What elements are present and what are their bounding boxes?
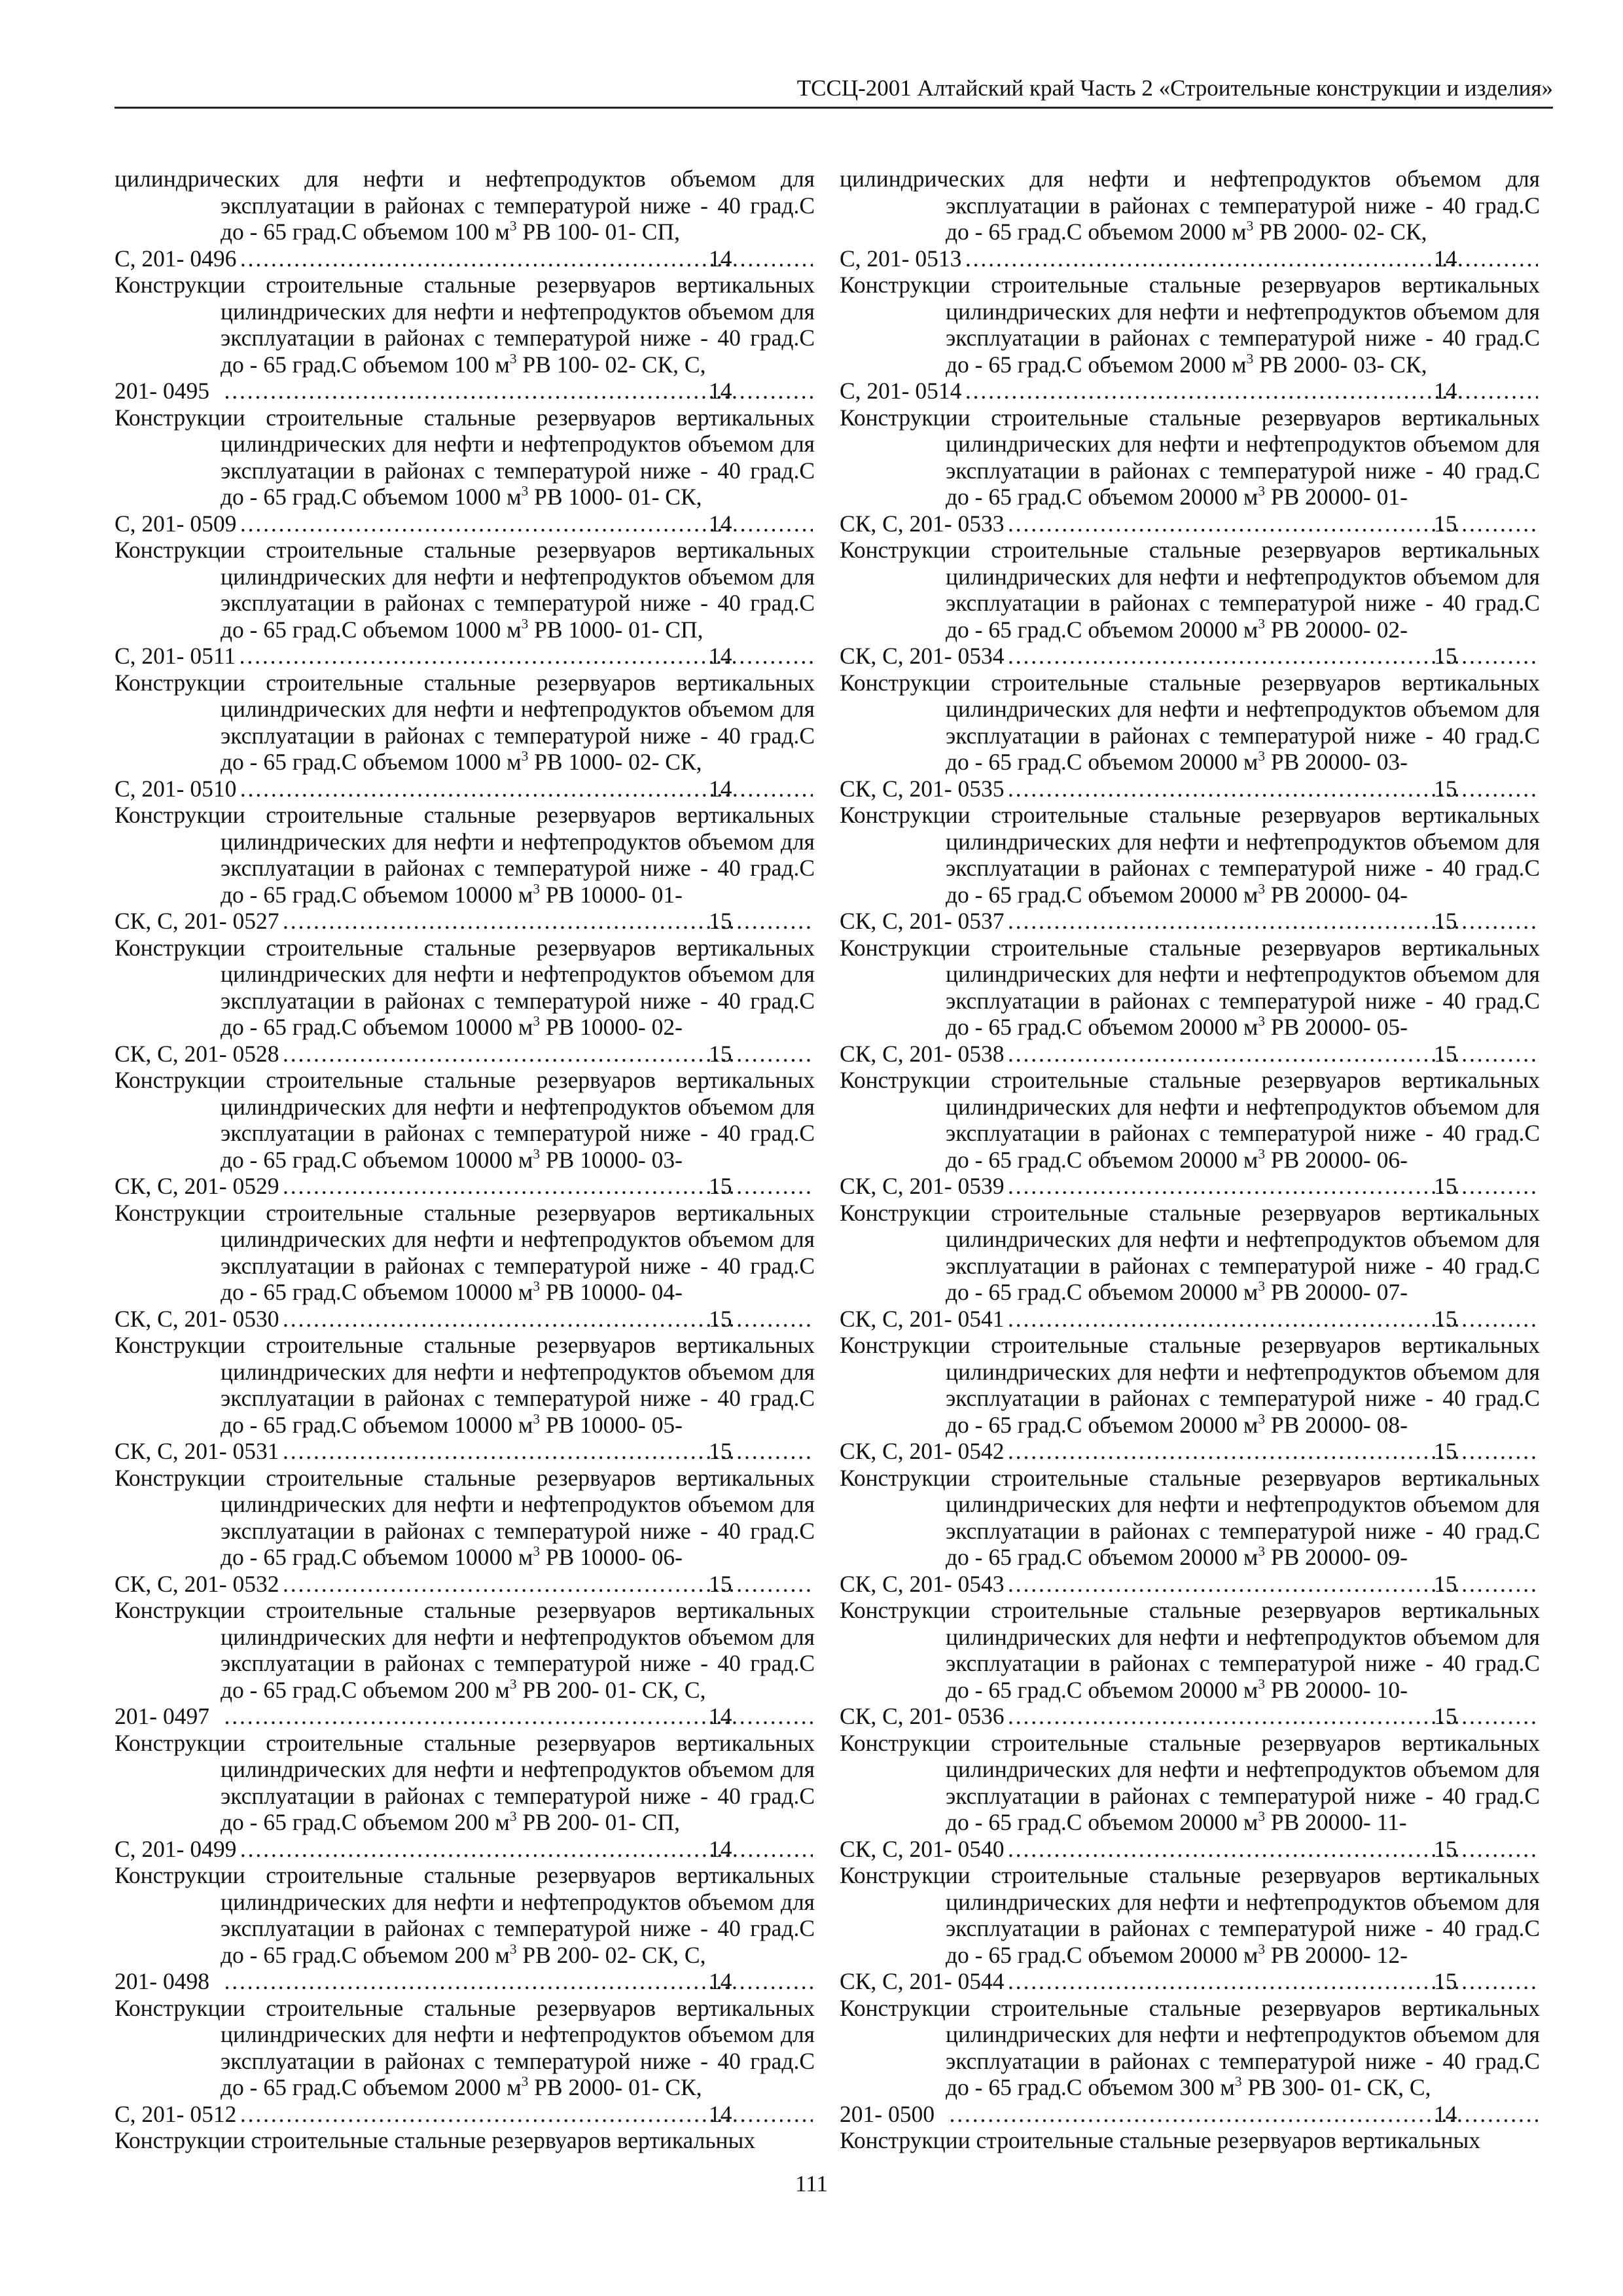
entry-code: РВ 20000- 10- bbox=[1264, 1676, 1408, 1703]
entry-last-line: 201- 0498 . . . 14 bbox=[221, 1968, 815, 1995]
cubic-superscript: 3 bbox=[533, 1410, 540, 1427]
header-title: ТССЦ-2001 Алтайский край Часть 2 «Строительные конструкции и изделия» bbox=[796, 75, 1553, 101]
cubic-superscript: 3 bbox=[509, 218, 517, 234]
entry-last-line: СК, С, 201- 0529 . . . 15 bbox=[221, 1173, 815, 1200]
cubic-superscript: 3 bbox=[521, 483, 529, 499]
cubic-superscript: 3 bbox=[1258, 748, 1265, 764]
entry-text: Конструкции строительные стальные резервуаров вертикальных bbox=[840, 2127, 1481, 2153]
entry-code: РВ 100- 02- СК, С, bbox=[516, 351, 706, 378]
entry-resource-code: СК, С, 201- 0539 bbox=[840, 1173, 1005, 1199]
cubic-superscript: 3 bbox=[533, 1278, 540, 1295]
entry-resource-code: СК, С, 201- 0529 bbox=[115, 1173, 279, 1199]
dot-leader bbox=[281, 1173, 813, 1200]
entry-resource-code: СК, С, 201- 0527 bbox=[115, 908, 279, 934]
entry-code: РВ 100- 01- СП, bbox=[516, 219, 680, 245]
entry-last-line: 201- 0497 . . . 14 bbox=[221, 1703, 815, 1730]
entry-last-line: СК, С, 201- 0534 . . . 15 bbox=[946, 643, 1540, 670]
index-column-right bbox=[840, 166, 1540, 2154]
cubic-superscript: 3 bbox=[533, 1013, 540, 1030]
entry-resource-code: СК, С, 201- 0543 bbox=[840, 1570, 1005, 1597]
entry-code: РВ 20000- 04- bbox=[1264, 881, 1408, 908]
dot-leader bbox=[281, 908, 813, 935]
entry-resource-code: СК, С, 201- 0544 bbox=[840, 1968, 1005, 1994]
entry-code: РВ 20000- 12- bbox=[1264, 1941, 1408, 1968]
entry-last-line: СК, С, 201- 0538 . . . 15 bbox=[946, 1041, 1540, 1067]
index-entry bbox=[115, 670, 815, 802]
index-entry bbox=[115, 1730, 815, 1863]
index-entry bbox=[840, 670, 1540, 802]
cubic-superscript: 3 bbox=[1246, 218, 1254, 234]
entry-last-line: 201- 0500 . . . 14 bbox=[946, 2101, 1540, 2128]
entry-last-line: СК, С, 201- 0527 . . . 15 bbox=[221, 908, 815, 935]
entry-text: Конструкции строительные стальные резервуаров вертикальных цилиндрических для нефти и нефтепродуктов объемом для эксплуатации в районах с температурой ниже - 40 град.С до - 65 град.С объемом 20000 м bbox=[840, 934, 1540, 1040]
cubic-superscript: 3 bbox=[1246, 350, 1254, 367]
entry-last-line: СК, С, 201- 0540 . . . 15 bbox=[946, 1836, 1540, 1863]
entry-text: Конструкции строительные стальные резервуаров вертикальных цилиндрических для нефти и нефтепродуктов объемом для эксплуатации в районах с температурой ниже - 40 град.С до - 65 град.С объемом 300 м bbox=[840, 1994, 1540, 2100]
dot-leader bbox=[1006, 1306, 1538, 1333]
index-entry bbox=[115, 537, 815, 670]
entry-text: Конструкции строительные стальные резервуаров вертикальных цилиндрических для нефти и нефтепродуктов объемом для эксплуатации в районах с температурой ниже - 40 град.С до - 65 град.С объемом 10000 м bbox=[115, 802, 815, 908]
entry-text: Конструкции строительные стальные резервуаров вертикальных цилиндрических для нефти и нефтепродуктов объемом для эксплуатации в районах с температурой ниже - 40 град.С до - 65 град.С объемом 20000 м bbox=[840, 1067, 1540, 1173]
index-entry bbox=[115, 1862, 815, 1995]
dot-leader bbox=[281, 1571, 813, 1598]
entry-last-line: СК, С, 201- 0533 . . . 15 bbox=[946, 511, 1540, 537]
entry-text: Конструкции строительные стальные резервуаров вертикальных цилиндрических для нефти и нефтепродуктов объемом для эксплуатации в районах с температурой ниже - 40 град.С до - 65 град.С объемом 20000 м bbox=[840, 1862, 1540, 1968]
cubic-superscript: 3 bbox=[1258, 1676, 1265, 1692]
cubic-superscript: 3 bbox=[1258, 880, 1265, 897]
cubic-superscript: 3 bbox=[1258, 1013, 1265, 1030]
entry-text: Конструкции строительные стальные резервуаров вертикальных цилиндрических для нефти и нефтепродуктов объемом для эксплуатации в районах с температурой ниже - 40 град.С до - 65 град.С объемом 20000 м bbox=[840, 802, 1540, 908]
entry-last-line: С, 201- 0511 . . . 14 bbox=[221, 643, 815, 670]
entry-text: Конструкции строительные стальные резервуаров вертикальных цилиндрических для нефти и нефтепродуктов объемом для эксплуатации в районах с температурой ниже - 40 град.С до - 65 град.С объемом 10000 м bbox=[115, 1067, 815, 1173]
entry-code: РВ 10000- 01- bbox=[539, 881, 683, 908]
cubic-superscript: 3 bbox=[1258, 1941, 1265, 1957]
entry-text: Конструкции строительные стальные резервуаров вертикальных цилиндрических для нефти и нефтепродуктов объемом для эксплуатации в районах с температурой ниже - 40 град.С до - 65 град.С объемом 10000 м bbox=[115, 934, 815, 1040]
cubic-superscript: 3 bbox=[509, 350, 517, 367]
entry-code: РВ 20000- 06- bbox=[1264, 1146, 1408, 1173]
entry-code: РВ 10000- 05- bbox=[539, 1411, 683, 1438]
entry-resource-code: СК, С, 201- 0532 bbox=[115, 1570, 279, 1597]
index-entry bbox=[115, 2127, 815, 2154]
entry-code: РВ 10000- 02- bbox=[539, 1014, 683, 1040]
index-entry bbox=[115, 272, 815, 404]
entry-resource-code: С, 201- 0510 bbox=[115, 775, 237, 802]
entry-text: Конструкции строительные стальные резервуаров вертикальных цилиндрических для нефти и нефтепродуктов объемом для эксплуатации в районах с температурой ниже - 40 град.С до - 65 град.С объемом 200 м bbox=[115, 1729, 815, 1835]
cubic-superscript: 3 bbox=[1258, 483, 1265, 499]
dot-leader bbox=[1006, 908, 1538, 935]
entry-resource-code: СК, С, 201- 0534 bbox=[840, 643, 1005, 669]
entry-last-line: С, 201- 0512 . . . 14 bbox=[221, 2101, 815, 2128]
entry-text: Конструкции строительные стальные резервуаров вертикальных цилиндрических для нефти и нефтепродуктов объемом для эксплуатации в районах с температурой ниже - 40 град.С до - 65 град.С объемом 200 м bbox=[115, 1597, 815, 1703]
entry-code: РВ 200- 02- СК, С, bbox=[516, 1941, 706, 1968]
index-entry bbox=[840, 1067, 1540, 1200]
entry-code: РВ 20000- 02- bbox=[1264, 616, 1408, 643]
entry-resource-code: СК, С, 201- 0528 bbox=[115, 1040, 279, 1067]
cubic-superscript: 3 bbox=[521, 748, 529, 764]
entry-text: Конструкции строительные стальные резервуаров вертикальных цилиндрических для нефти и нефтепродуктов объемом для эксплуатации в районах с температурой ниже - 40 град.С до - 65 град.С объемом 1000 м bbox=[115, 404, 815, 510]
entry-last-line: СК, С, 201- 0544 . . . 15 bbox=[946, 1968, 1540, 1995]
index-entry bbox=[115, 1200, 815, 1333]
cubic-superscript: 3 bbox=[1258, 1145, 1265, 1162]
entry-code: РВ 20000- 11- bbox=[1264, 1809, 1407, 1835]
index-entry bbox=[840, 2127, 1540, 2154]
entry-last-line: С, 201- 0513 . . . 14 bbox=[946, 245, 1540, 272]
index-entry bbox=[840, 1995, 1540, 2128]
index-entry bbox=[115, 935, 815, 1067]
cubic-superscript: 3 bbox=[1258, 1278, 1265, 1295]
entry-resource-code: С, 201- 0514 bbox=[840, 378, 962, 404]
entry-text: Конструкции строительные стальные резервуаров вертикальных цилиндрических для нефти и нефтепродуктов объемом для эксплуатации в районах с температурой ниже - 40 град.С до - 65 град.С объемом 20000 м bbox=[840, 1464, 1540, 1570]
cubic-superscript: 3 bbox=[533, 1145, 540, 1162]
index-entry bbox=[115, 166, 815, 272]
page-header bbox=[115, 74, 1553, 109]
entry-text: цилиндрических для нефти и нефтепродуктов объемом для эксплуатации в районах с температурой ниже - 40 град.С до - 65 град.С объемом 100 м bbox=[115, 166, 815, 245]
entry-text: Конструкции строительные стальные резервуаров вертикальных цилиндрических для нефти и нефтепродуктов объемом для эксплуатации в районах с температурой ниже - 40 град.С до - 65 град.С объемом 10000 м bbox=[115, 1199, 815, 1305]
cubic-superscript: 3 bbox=[509, 1676, 517, 1692]
entry-last-line: С, 201- 0499 . . . 14 bbox=[221, 1836, 815, 1863]
entry-last-line: СК, С, 201- 0530 . . . 15 bbox=[221, 1306, 815, 1333]
index-entry bbox=[840, 404, 1540, 537]
cubic-superscript: 3 bbox=[1258, 1543, 1265, 1560]
entry-resource-code: СК, С, 201- 0540 bbox=[840, 1835, 1005, 1862]
entry-code: РВ 2000- 01- СК, bbox=[528, 2074, 702, 2100]
entry-last-line: СК, С, 201- 0531 . . . 15 bbox=[221, 1438, 815, 1465]
entry-code: РВ 20000- 08- bbox=[1264, 1411, 1408, 1438]
entry-text: Конструкции строительные стальные резервуаров вертикальных цилиндрических для нефти и нефтепродуктов объемом для эксплуатации в районах с температурой ниже - 40 град.С до - 65 град.С объемом 20000 м bbox=[840, 537, 1540, 643]
index-entry bbox=[115, 1995, 815, 2128]
dot-leader bbox=[1006, 1041, 1538, 1067]
entry-text: цилиндрических для нефти и нефтепродуктов объемом для эксплуатации в районах с температурой ниже - 40 град.С до - 65 град.С объемом 2000 м bbox=[840, 166, 1540, 245]
entry-code: РВ 1000- 01- СК, bbox=[528, 484, 702, 510]
entry-last-line: 201- 0495 . . . 14 bbox=[221, 378, 815, 404]
dot-leader bbox=[1006, 1571, 1538, 1598]
entry-resource-code: С, 201- 0496 bbox=[115, 245, 237, 272]
cubic-superscript: 3 bbox=[533, 880, 540, 897]
cubic-superscript: 3 bbox=[1258, 1410, 1265, 1427]
entry-text: Конструкции строительные стальные резервуаров вертикальных цилиндрических для нефти и нефтепродуктов объемом для эксплуатации в районах с температурой ниже - 40 град.С до - 65 град.С объемом 20000 м bbox=[840, 404, 1540, 510]
index-entry bbox=[115, 1332, 815, 1465]
index-entry bbox=[840, 166, 1540, 272]
entry-resource-code: СК, С, 201- 0542 bbox=[840, 1438, 1005, 1464]
entry-text: Конструкции строительные стальные резервуаров вертикальных цилиндрических для нефти и нефтепродуктов объемом для эксплуатации в районах с температурой ниже - 40 град.С до - 65 град.С объемом 1000 м bbox=[115, 537, 815, 643]
index-entry bbox=[840, 1465, 1540, 1598]
cubic-superscript: 3 bbox=[533, 1543, 540, 1560]
entry-resource-code: СК, С, 201- 0537 bbox=[840, 908, 1005, 934]
cubic-superscript: 3 bbox=[1234, 2073, 1242, 2090]
entry-last-line: СК, С, 201- 0535 . . . 15 bbox=[946, 776, 1540, 802]
dot-leader bbox=[281, 1438, 813, 1465]
entry-last-line: С, 201- 0514 . . . 14 bbox=[946, 378, 1540, 404]
cubic-superscript: 3 bbox=[509, 1808, 517, 1825]
entry-text: Конструкции строительные стальные резервуаров вертикальных цилиндрических для нефти и нефтепродуктов объемом для эксплуатации в районах с температурой ниже - 40 град.С до - 65 град.С объемом 2000 м bbox=[840, 272, 1540, 378]
entry-last-line: СК, С, 201- 0532 . . . 15 bbox=[221, 1571, 815, 1598]
entry-resource-code: СК, С, 201- 0530 bbox=[115, 1305, 279, 1332]
entry-text: Конструкции строительные стальные резервуаров вертикальных цилиндрических для нефти и нефтепродуктов объемом для эксплуатации в районах с температурой ниже - 40 град.С до - 65 град.С объемом 10000 м bbox=[115, 1332, 815, 1438]
index-entry bbox=[840, 935, 1540, 1067]
entry-resource-code: С, 201- 0499 bbox=[115, 1835, 237, 1862]
entry-resource-code: СК, С, 201- 0541 bbox=[840, 1305, 1005, 1332]
entry-code: РВ 10000- 03- bbox=[539, 1146, 683, 1173]
entry-resource-code: С, 201- 0509 bbox=[115, 510, 237, 537]
index-entry bbox=[115, 802, 815, 935]
dot-leader bbox=[1006, 1438, 1538, 1465]
entry-code: РВ 20000- 01- bbox=[1264, 484, 1408, 510]
index-entry bbox=[840, 1862, 1540, 1995]
entry-last-line: С, 201- 0509 . . . 14 bbox=[221, 511, 815, 537]
entry-last-line: СК, С, 201- 0536 . . . 15 bbox=[946, 1703, 1540, 1730]
index-entry bbox=[840, 802, 1540, 935]
entry-code: РВ 200- 01- СП, bbox=[516, 1809, 680, 1835]
dot-leader bbox=[1006, 643, 1538, 670]
dot-leader bbox=[1006, 1836, 1538, 1863]
entry-resource-code: СК, С, 201- 0533 bbox=[840, 510, 1005, 537]
entry-resource-code: СК, С, 201- 0538 bbox=[840, 1040, 1005, 1067]
entry-text: Конструкции строительные стальные резервуаров вертикальных цилиндрических для нефти и нефтепродуктов объемом для эксплуатации в районах с температурой ниже - 40 град.С до - 65 град.С объемом 2000 м bbox=[115, 1994, 815, 2100]
entry-last-line: СК, С, 201- 0541 . . . 15 bbox=[946, 1306, 1540, 1333]
dot-leader bbox=[281, 1041, 813, 1067]
dot-leader bbox=[1006, 1173, 1538, 1200]
entry-code: РВ 200- 01- СК, С, bbox=[516, 1676, 706, 1703]
entry-resource-code: С, 201- 0511 bbox=[115, 643, 236, 669]
entry-text: Конструкции строительные стальные резервуаров вертикальных цилиндрических для нефти и нефтепродуктов объемом для эксплуатации в районах с температурой ниже - 40 град.С до - 65 град.С объемом 20000 м bbox=[840, 1729, 1540, 1835]
index-entry bbox=[840, 1730, 1540, 1863]
entry-last-line: СК, С, 201- 0537 . . . 15 bbox=[946, 908, 1540, 935]
entry-code: РВ 1000- 01- СП, bbox=[528, 616, 704, 643]
entry-text: Конструкции строительные стальные резервуаров вертикальных цилиндрических для нефти и нефтепродуктов объемом для эксплуатации в районах с температурой ниже - 40 град.С до - 65 град.С объемом 10000 м bbox=[115, 1464, 815, 1570]
entry-code: РВ 20000- 03- bbox=[1264, 749, 1408, 775]
index-entry bbox=[840, 1200, 1540, 1333]
dot-leader bbox=[1006, 511, 1538, 537]
entry-text: Конструкции строительные стальные резервуаров вертикальных цилиндрических для нефти и нефтепродуктов объемом для эксплуатации в районах с температурой ниже - 40 град.С до - 65 град.С объемом 1000 м bbox=[115, 669, 815, 775]
entry-last-line: СК, С, 201- 0543 . . . 15 bbox=[946, 1571, 1540, 1598]
entry-code: РВ 20000- 05- bbox=[1264, 1014, 1408, 1040]
entry-last-line: СК, С, 201- 0528 . . . 15 bbox=[221, 1041, 815, 1067]
dot-leader bbox=[281, 1306, 813, 1333]
page-number: 111 bbox=[795, 2171, 828, 2197]
entry-text: Конструкции строительные стальные резервуаров вертикальных цилиндрических для нефти и нефтепродуктов объемом для эксплуатации в районах с температурой ниже - 40 град.С до - 65 град.С объемом 20000 м bbox=[840, 1597, 1540, 1703]
entry-resource-code: С, 201- 0512 bbox=[115, 2100, 237, 2127]
dot-leader bbox=[1006, 1968, 1538, 1995]
entry-code: РВ 300- 01- СК, С, bbox=[1241, 2074, 1431, 2100]
entry-resource-code: СК, С, 201- 0535 bbox=[840, 775, 1005, 802]
entry-last-line: СК, С, 201- 0539 . . . 15 bbox=[946, 1173, 1540, 1200]
entry-code: РВ 2000- 02- СК, bbox=[1253, 219, 1427, 245]
entry-text: Конструкции строительные стальные резервуаров вертикальных цилиндрических для нефти и нефтепродуктов объемом для эксплуатации в районах с температурой ниже - 40 град.С до - 65 град.С объемом 20000 м bbox=[840, 669, 1540, 775]
entry-last-line: СК, С, 201- 0542 . . . 15 bbox=[946, 1438, 1540, 1465]
cubic-superscript: 3 bbox=[1258, 615, 1265, 632]
cubic-superscript: 3 bbox=[509, 1941, 517, 1957]
entry-resource-code: С, 201- 0513 bbox=[840, 245, 962, 272]
entry-text: Конструкции строительные стальные резервуаров вертикальных цилиндрических для нефти и нефтепродуктов объемом для эксплуатации в районах с температурой ниже - 40 град.С до - 65 град.С объемом 20000 м bbox=[840, 1332, 1540, 1438]
index-entry bbox=[840, 1332, 1540, 1465]
entry-text: Конструкции строительные стальные резервуаров вертикальных bbox=[115, 2127, 756, 2153]
entry-text: Конструкции строительные стальные резервуаров вертикальных цилиндрических для нефти и нефтепродуктов объемом для эксплуатации в районах с температурой ниже - 40 град.С до - 65 град.С объемом 20000 м bbox=[840, 1199, 1540, 1305]
index-entry bbox=[115, 1597, 815, 1730]
entry-resource-code: СК, С, 201- 0536 bbox=[840, 1703, 1005, 1729]
entry-last-line: С, 201- 0510 . . . 14 bbox=[221, 776, 815, 802]
dot-leader bbox=[1006, 776, 1538, 802]
index-column-left bbox=[115, 166, 815, 2154]
entry-code: РВ 2000- 03- СК, bbox=[1253, 351, 1427, 378]
dot-leader bbox=[1006, 1703, 1538, 1730]
entry-code: РВ 20000- 09- bbox=[1264, 1544, 1408, 1570]
index-entry bbox=[840, 537, 1540, 670]
entry-last-line: С, 201- 0496 . . . 14 bbox=[221, 245, 815, 272]
entry-text: Конструкции строительные стальные резервуаров вертикальных цилиндрических для нефти и нефтепродуктов объемом для эксплуатации в районах с температурой ниже - 40 град.С до - 65 град.С объемом 100 м bbox=[115, 272, 815, 378]
index-entry bbox=[840, 272, 1540, 404]
entry-text: Конструкции строительные стальные резервуаров вертикальных цилиндрических для нефти и нефтепродуктов объемом для эксплуатации в районах с температурой ниже - 40 град.С до - 65 град.С объемом 200 м bbox=[115, 1862, 815, 1968]
entry-resource-code: СК, С, 201- 0531 bbox=[115, 1438, 279, 1464]
index-entry bbox=[115, 1465, 815, 1598]
index-entry bbox=[115, 1067, 815, 1200]
cubic-superscript: 3 bbox=[521, 2073, 529, 2090]
index-entry bbox=[840, 1597, 1540, 1730]
cubic-superscript: 3 bbox=[521, 615, 529, 632]
entry-code: РВ 10000- 04- bbox=[539, 1279, 683, 1305]
entry-code: РВ 10000- 06- bbox=[539, 1544, 683, 1570]
index-entry bbox=[115, 404, 815, 537]
entry-code: РВ 1000- 02- СК, bbox=[528, 749, 702, 775]
entry-code: РВ 20000- 07- bbox=[1264, 1279, 1408, 1305]
cubic-superscript: 3 bbox=[1258, 1808, 1265, 1825]
